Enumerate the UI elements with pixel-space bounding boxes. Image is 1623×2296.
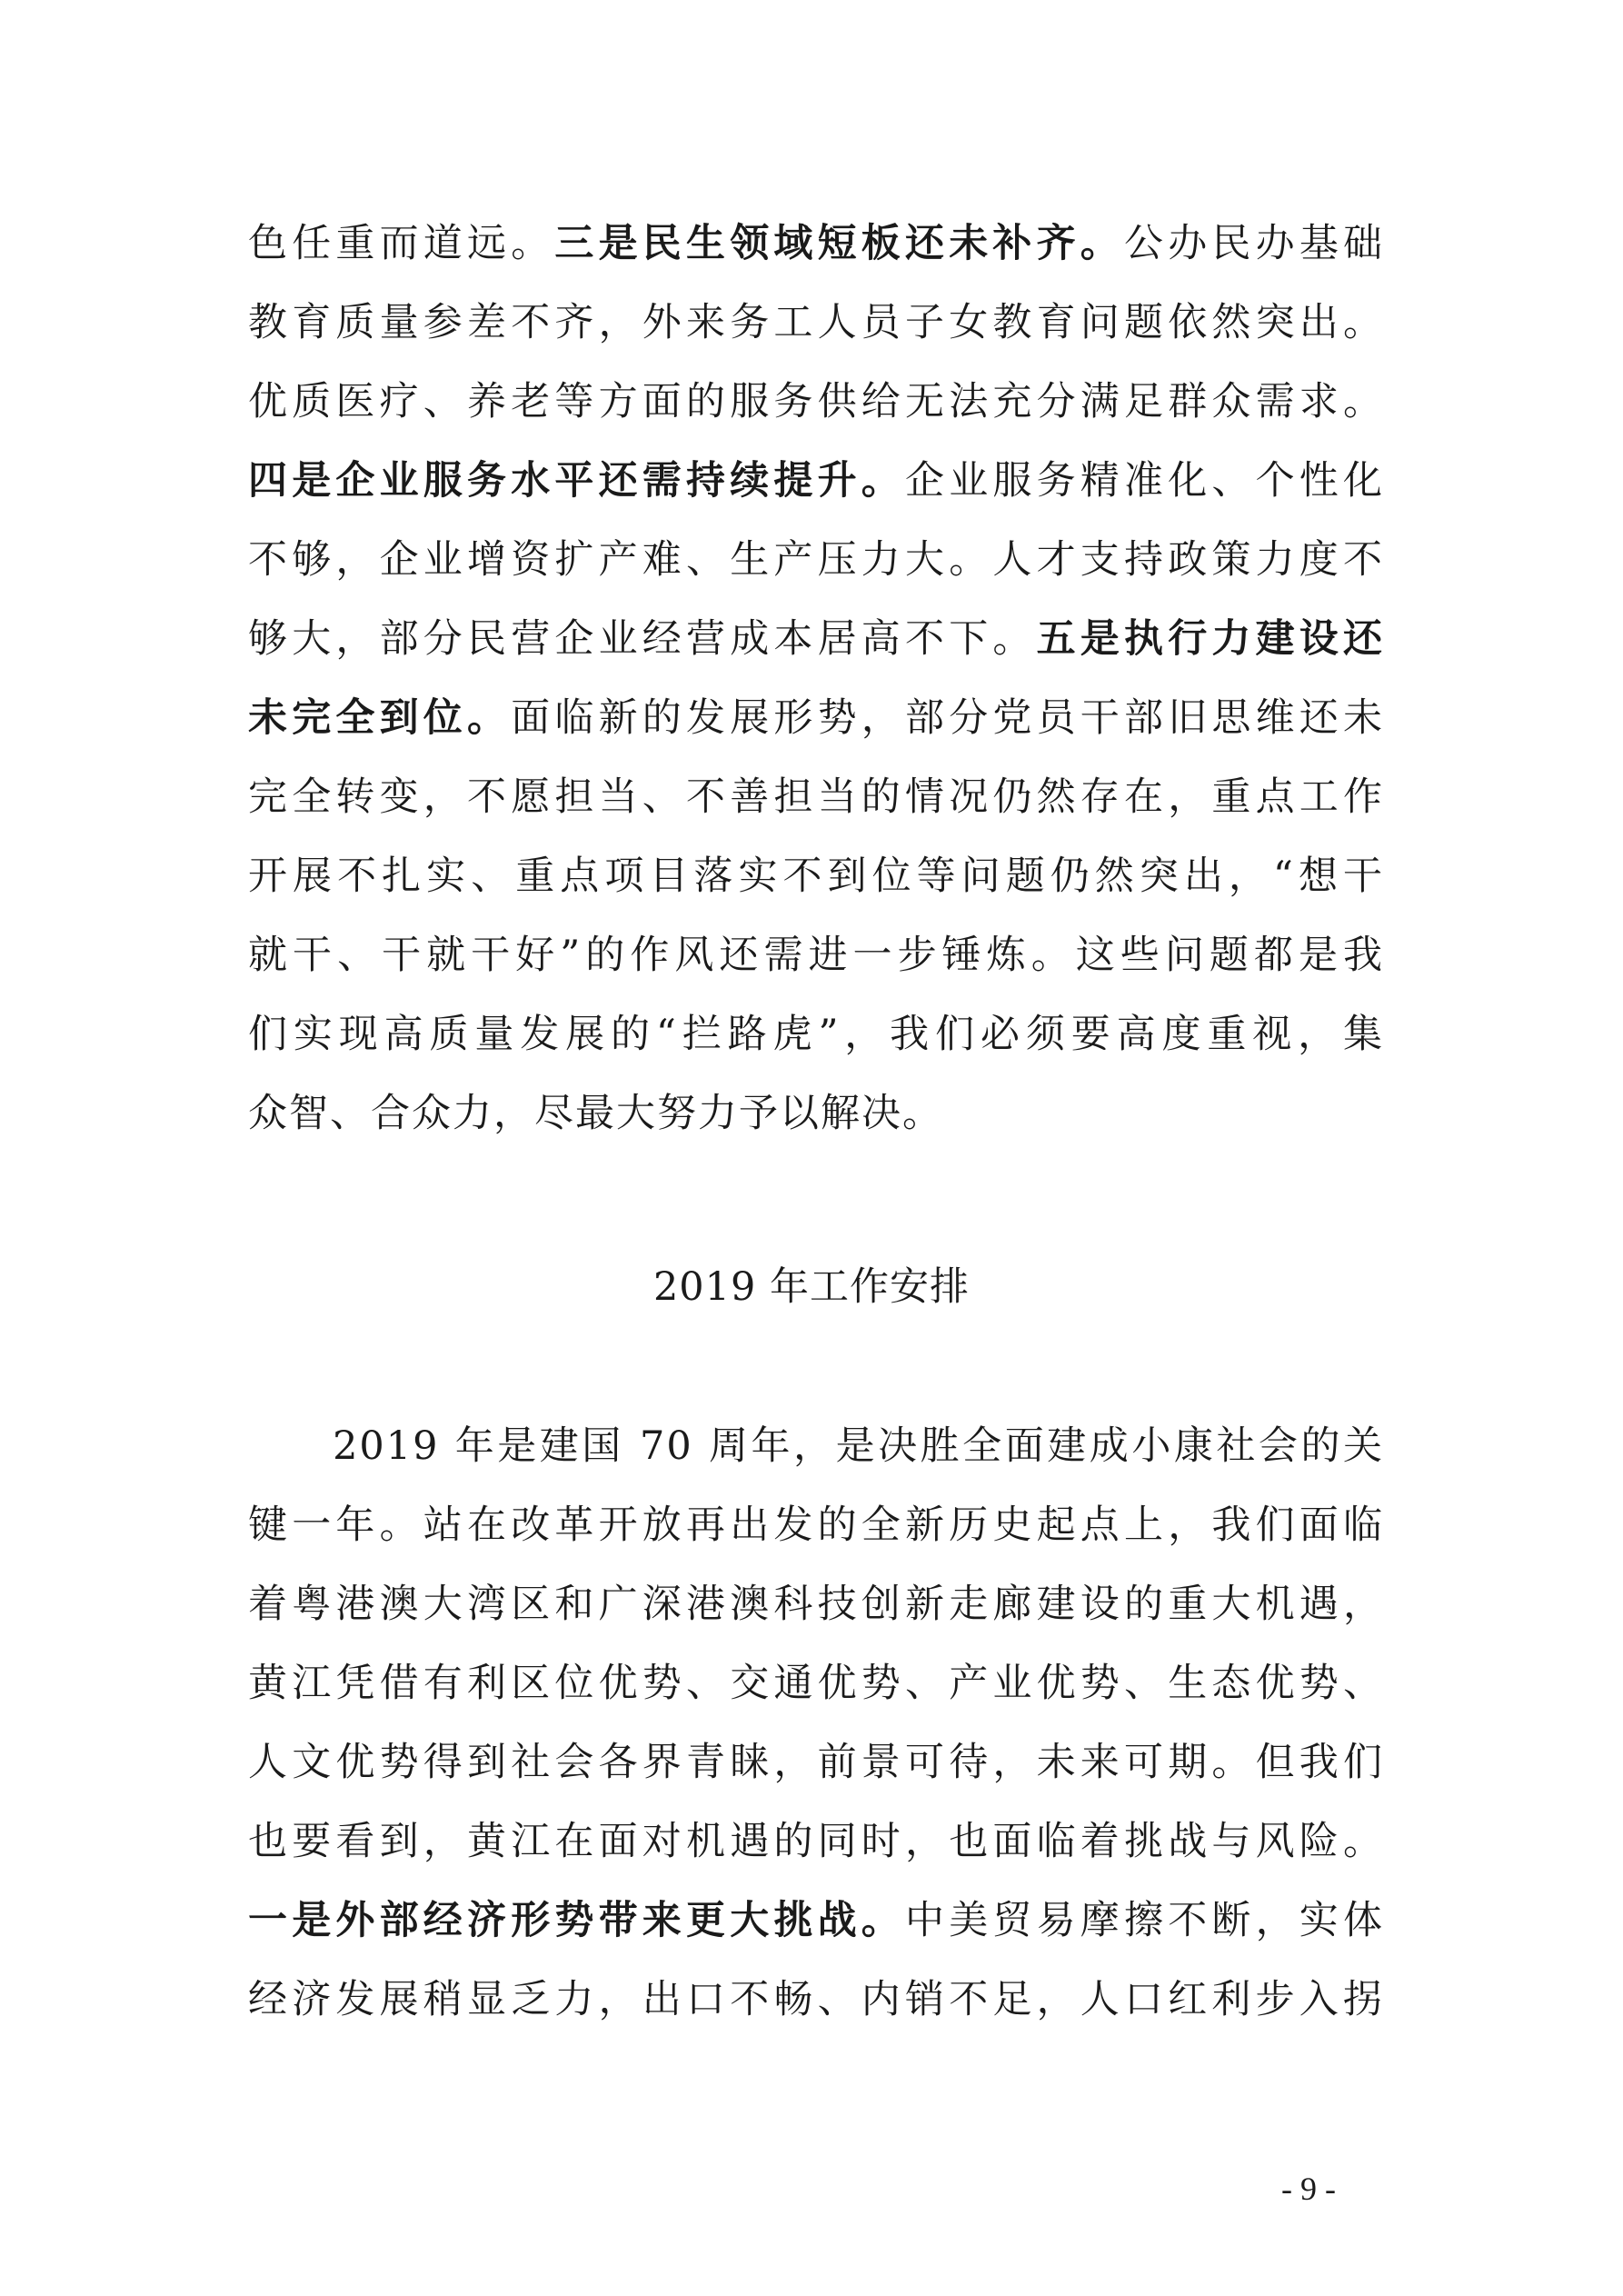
body-paragraph-1 xyxy=(248,205,1384,1153)
text-line xyxy=(248,1644,1384,1723)
body-text: 键一年。站在改革开放再出发的全新历史起点上，我们面临 xyxy=(248,1502,1384,1548)
text-line xyxy=(248,600,1384,679)
body-text: 面临新的发展形势，部分党员干部旧思维还未 xyxy=(511,695,1385,741)
body-text: 们实现高质量发展的“拦路虎”，我们必须要高度重视，集 xyxy=(248,1012,1384,1057)
bold-heading-text: 五是执行力建设还 xyxy=(1036,616,1385,662)
text-line xyxy=(248,679,1384,758)
text-line xyxy=(248,521,1384,600)
body-text: 教育质量参差不齐，外来务工人员子女教育问题依然突出。 xyxy=(248,300,1384,345)
bold-heading-text: 三是民生领域短板还未补齐。 xyxy=(554,221,1125,266)
text-line xyxy=(248,837,1384,916)
body-text: 经济发展稍显乏力，出口不畅、内销不足，人口红利步入拐 xyxy=(248,1977,1384,2022)
text-line xyxy=(248,916,1384,995)
text-line xyxy=(248,758,1384,837)
text-line xyxy=(248,1407,1384,1486)
text-line xyxy=(248,1074,1384,1153)
body-text: 就干、干就干好”的作风还需进一步锤炼。这些问题都是我 xyxy=(248,933,1384,978)
text-line xyxy=(248,995,1384,1074)
body-text: 也要看到，黄江在面对机遇的同时，也面临着挑战与风险。 xyxy=(248,1819,1384,1864)
body-paragraph-2 xyxy=(248,1407,1384,2040)
text-line xyxy=(248,442,1384,521)
text-line xyxy=(248,1565,1384,1644)
body-text: 黄江凭借有利区位优势、交通优势、产业优势、生态优势、 xyxy=(248,1661,1384,1706)
text-line xyxy=(248,1723,1384,1802)
body-text: 公办民办基础 xyxy=(1124,221,1385,266)
body-text: 中美贸易摩擦不断，实体 xyxy=(905,1898,1384,1943)
body-text: 开展不扎实、重点项目落实不到位等问题仍然突出，“想干 xyxy=(248,854,1384,899)
text-line xyxy=(248,1486,1384,1565)
body-text: 众智、合众力，尽最大努力予以解决。 xyxy=(248,1091,943,1136)
body-text: 人文优势得到社会各界青睐，前景可待，未来可期。但我们 xyxy=(248,1740,1384,1785)
text-line xyxy=(248,205,1384,284)
text-line xyxy=(248,1802,1384,1882)
body-text: 完全转变，不愿担当、不善担当的情况仍然存在，重点工作 xyxy=(248,774,1384,820)
bold-heading-text: 一是外部经济形势带来更大挑战。 xyxy=(248,1898,905,1943)
bold-heading-text: 四是企业服务水平还需持续提升。 xyxy=(248,458,905,504)
body-text: 够大，部分民营企业经营成本居高不下。 xyxy=(248,616,1037,662)
text-line xyxy=(248,363,1384,442)
text-line xyxy=(248,1882,1384,1961)
text-line xyxy=(248,1961,1384,2040)
body-text: 企业服务精准化、个性化 xyxy=(905,458,1384,504)
text-line xyxy=(248,284,1384,363)
body-text: 色任重而道远。 xyxy=(248,221,555,266)
body-text: 着粤港澳大湾区和广深港澳科技创新走廊建设的重大机遇， xyxy=(248,1582,1384,1627)
body-text: 优质医疗、养老等方面的服务供给无法充分满足群众需求。 xyxy=(248,379,1384,424)
section-heading: 2019 年工作安排 xyxy=(652,1264,971,1310)
bold-heading-text: 未完全到位。 xyxy=(248,695,512,741)
body-text: 2019 年是建国 70 周年，是决胜全面建成小康社会的关 xyxy=(248,1423,1384,1469)
body-text: 不够，企业增资扩产难、生产压力大。人才支持政策力度不 xyxy=(248,537,1384,583)
page-number: - 9 - xyxy=(1281,2171,1336,2207)
